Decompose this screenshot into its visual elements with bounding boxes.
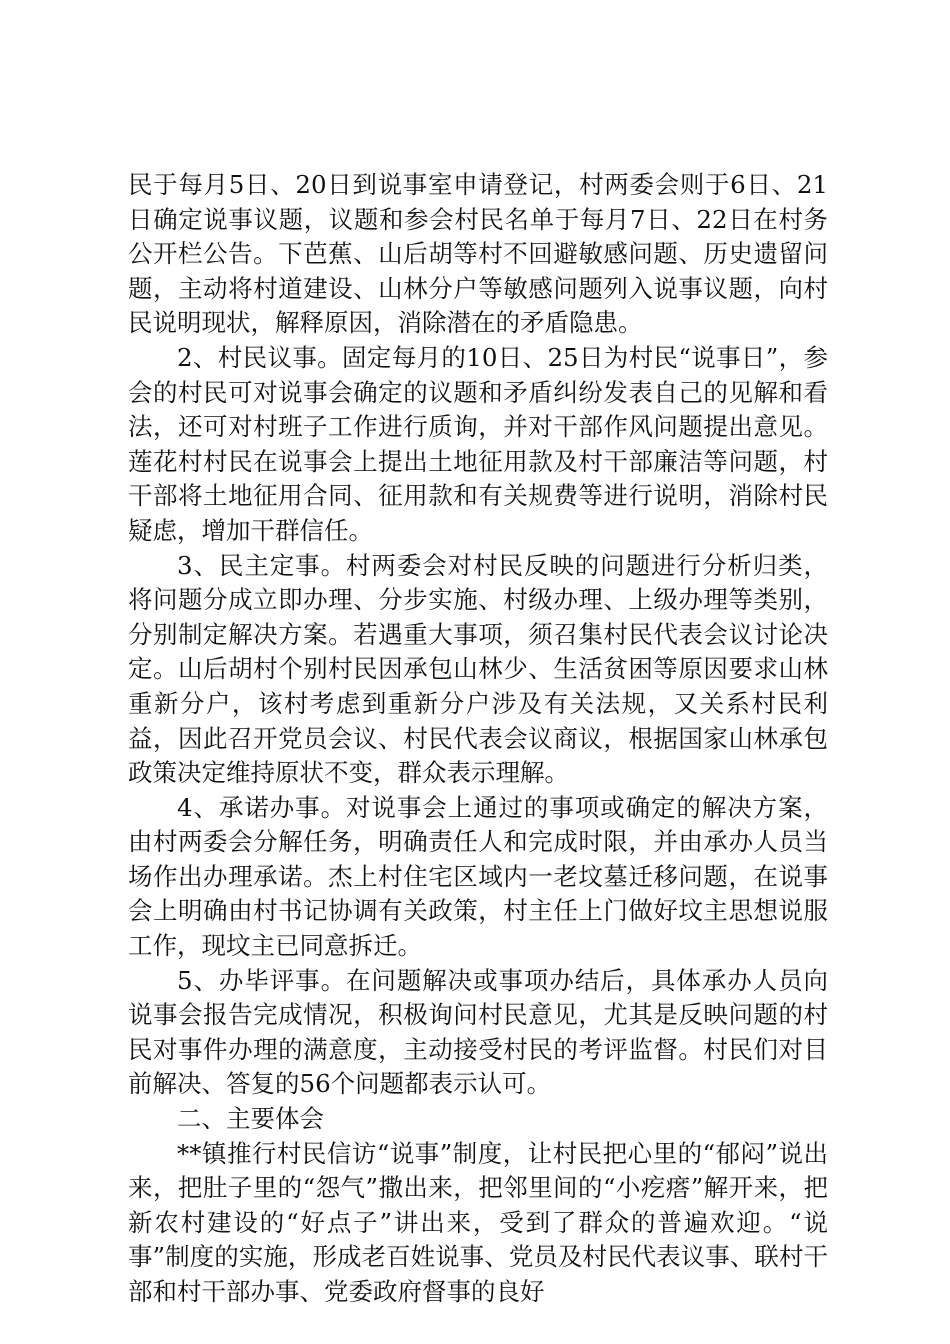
- paragraph-commitment-handling: 4、承诺办事。对说事会上通过的事项或确定的解决方案，由村两委会分解任务，明确责任人和完成时限，并由承办人员当场作出办理承诺。杰上村住宅区域内一老坟墓迁移问题，在说事会上明确由村书记协调有关政策，村主任上门做好坟主思想说服工作，现坟主已同意拆迁。: [128, 792, 828, 961]
- document-page: [128, 168, 828, 1310]
- paragraph-democratic-decision: 3、民主定事。村两委会对村民反映的问题进行分析归类，将问题分成立即办理、分步实施、村级办理、上级办理等类别，分别制定解决方案。若遇重大事项，须召集村民代表会议讨论决定。山后胡村个别村民因承包山林少、生活贫困等原因要求山林重新分户，该村考虑到重新分户涉及有关法规，又关系村民利益，因此召开党员会议、村民代表会议商议，根据国家山林承包政策决定维持原状不变，群众表示理解。: [128, 550, 828, 788]
- paragraph-continuation: 民于每月5日、20日到说事室申请登记，村两委会则于6日、21日确定说事议题，议题和参会村民名单于每月7日、22日在村务公开栏公告。下芭蕉、山后胡等村不回避敏感问题、历史遗留问题，主动将村道建设、山林分户等敏感问题列入说事议题，向村民说明现状，解释原因，消除潜在的矛盾隐患。: [128, 170, 828, 338]
- section-heading-main-experience: 二、主要体会: [177, 1104, 324, 1134]
- paragraph-completion-review: 5、办毕评事。在问题解决或事项办结后，具体承办人员向说事会报告完成情况，积极询问村民意见，尤其是反映问题的村民对事件办理的满意度，主动接受村民的考评监督。村民们对目前解决、答复的56个问题都表示认可。: [128, 965, 828, 1099]
- paragraph-experience-summary: **镇推行村民信访“说事”制度，让村民把心里的“郁闷”说出来，把肚子里的“怨气”撒出来，把邻里间的“小疙瘩”解开来，把新农村建设的“好点子”讲出来，受到了群众的普遍欢迎。“说事”制度的实施，形成老百姓说事、党员及村民代表议事、联村干部和村干部办事、党委政府督事的良好: [128, 1138, 828, 1306]
- paragraph-villager-deliberation: 2、村民议事。固定每月的10日、25日为村民“说事日”，参会的村民可对说事会确定的议题和矛盾纠纷发表自己的见解和看法，还可对村班子工作进行质询，并对干部作风问题提出意见。莲花村村民在说事会上提出土地征用款及村干部廉洁等问题，村干部将土地征用合同、征用款和有关规费等进行说明，消除村民疑虑，增加干群信任。: [128, 342, 828, 545]
